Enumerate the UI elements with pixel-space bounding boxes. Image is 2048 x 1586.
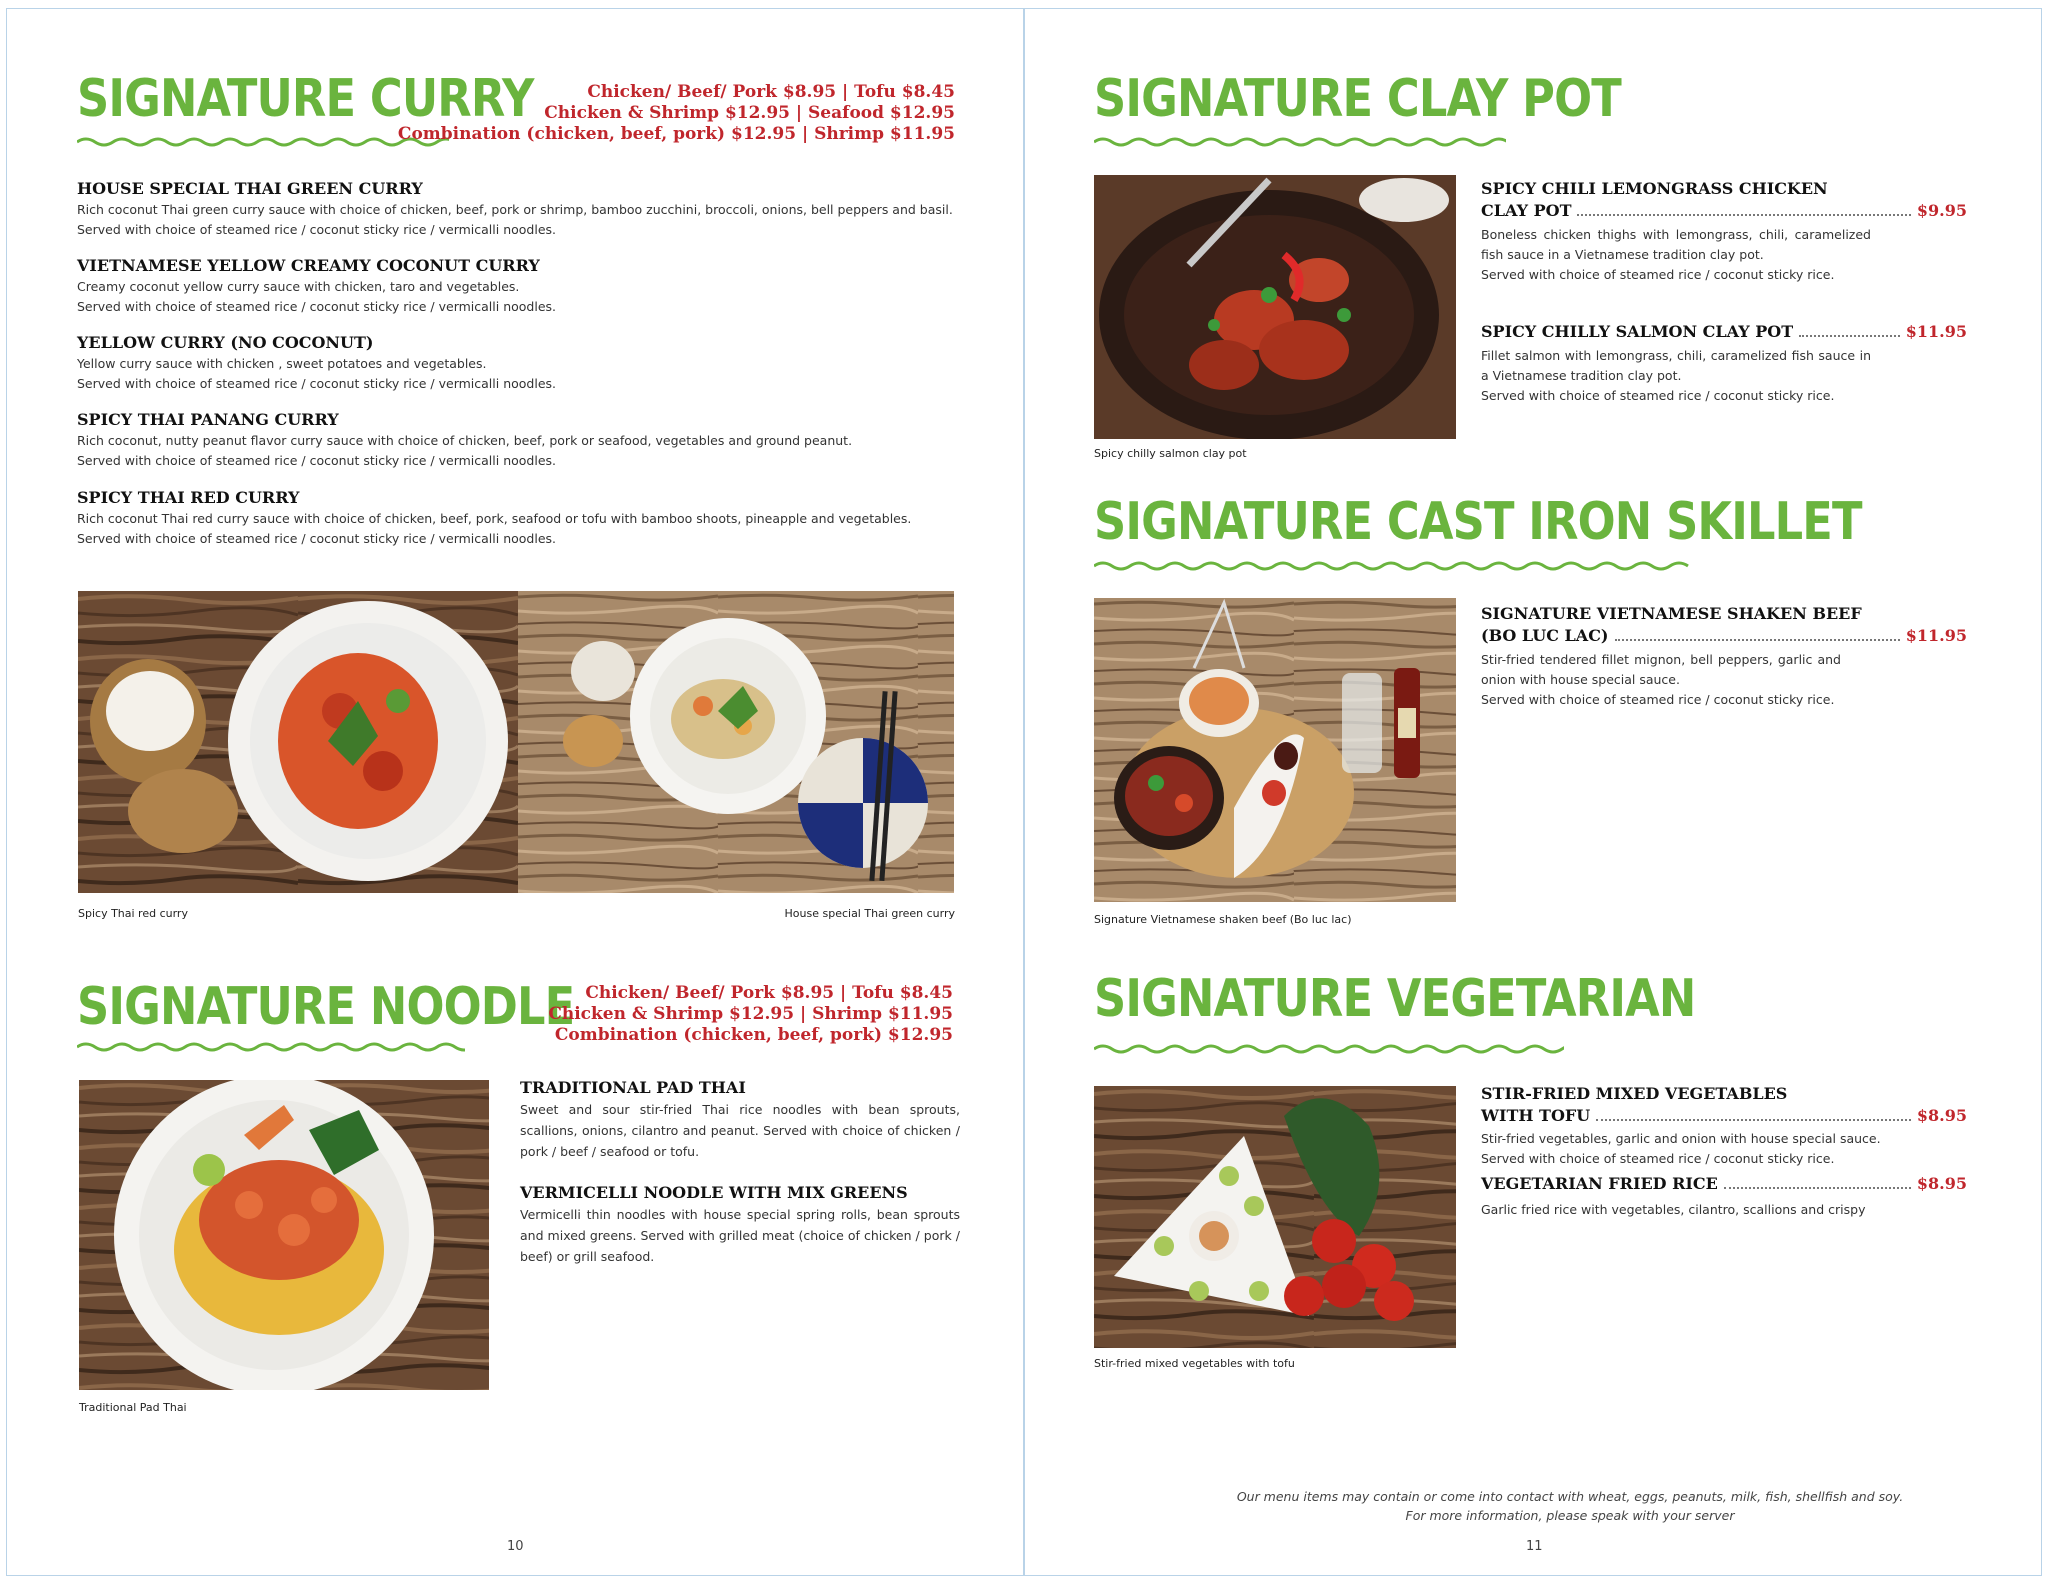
menu-item-desc: Rich coconut, nutty peanut flavor curry sauce with choice of chicken, beef, pork or seafood, vegetables and ground peanut. (77, 433, 853, 448)
leader-dots (1799, 334, 1900, 337)
menu-item-desc: Yellow curry sauce with chicken , sweet potatoes and vegetables. (77, 356, 487, 371)
photo-mixed-vegetables-tofu (1094, 1086, 1456, 1348)
menu-item-price: $8.95 (1916, 1174, 1967, 1193)
photo-caption: House special Thai green curry (784, 907, 955, 920)
menu-item-name: VERMICELLI NOODLE WITH MIX GREENS (520, 1183, 908, 1202)
left-page (6, 8, 1024, 1576)
menu-item-price: $11.95 (1905, 322, 1967, 341)
photo-caption: Signature Vietnamese shaken beef (Bo luc lac) (1094, 913, 1352, 926)
menu-item-desc: Boneless chicken thighs with lemongrass, chili, caramelized fish sauce in a Vietnamese tradition clay pot. (1481, 227, 1871, 262)
menu-item-desc: Stir-fried vegetables, garlic and onion with house special sauce. (1481, 1131, 1881, 1146)
menu-item-name: (BO LUC LAC) (1481, 626, 1609, 645)
allergen-notice-line: Our menu items may contain or come into contact with wheat, eggs, peanuts, milk, fish, shellfish and soy. (1236, 1489, 1904, 1504)
menu-item-name: SPICY THAI PANANG CURRY (77, 410, 339, 429)
menu-item-name: SPICY CHILLY SALMON CLAY POT (1481, 322, 1794, 341)
section-title-vegetarian: SIGNATURE VEGETARIAN (1094, 969, 1696, 1029)
curry-price-list (398, 82, 955, 145)
allergen-notice-line: For more information, please speak with your server (1405, 1508, 1735, 1523)
photo-shaken-beef (1094, 598, 1456, 902)
title-underline-curry (77, 135, 449, 149)
menu-item-name: CLAY POT (1481, 201, 1572, 220)
section-title-clay-pot: SIGNATURE CLAY POT (1094, 69, 1621, 129)
menu-item-desc: Vermicelli thin noodles with house special spring rolls, bean sprouts and mixed greens. Served with grilled meat (choice of chicken / pork / beef) or grill seafood. (520, 1207, 960, 1264)
noodle-price-list (548, 983, 953, 1046)
page-number: 11 (1526, 1539, 1543, 1554)
menu-item-served: Served with choice of steamed rice / coconut sticky rice. (1481, 267, 1835, 282)
title-underline-vegetarian (1094, 1042, 1564, 1056)
photo-caption: Stir-fried mixed vegetables with tofu (1094, 1357, 1295, 1370)
section-title-noodle: SIGNATURE NOODLE (77, 977, 575, 1037)
section-title-skillet: SIGNATURE CAST IRON SKILLET (1094, 492, 1862, 552)
menu-item-served: Served with choice of steamed rice / coconut sticky rice / vermicalli noodles. (77, 453, 556, 468)
leader-dots (1577, 213, 1910, 216)
menu-item-desc: Garlic fried rice with vegetables, cilantro, scallions and crispy (1481, 1202, 1866, 1217)
photo-caption: Spicy Thai red curry (78, 907, 188, 920)
menu-item-name: SIGNATURE VIETNAMESE SHAKEN BEEF (1481, 604, 1862, 623)
menu-item-price: $11.95 (1905, 626, 1967, 645)
menu-item-name: TRADITIONAL PAD THAI (520, 1078, 746, 1097)
menu-item-served: Served with choice of steamed rice / coconut sticky rice / vermicalli noodles. (77, 376, 556, 391)
page-number: 10 (507, 1539, 524, 1554)
noodle-price-line: Combination (chicken, beef, pork) $12.95 (554, 1025, 953, 1045)
menu-item-desc: Creamy coconut yellow curry sauce with chicken, taro and vegetables. (77, 279, 520, 294)
menu-item-price: $9.95 (1916, 201, 1967, 220)
section-title-curry: SIGNATURE CURRY (77, 69, 534, 129)
photo-caption: Traditional Pad Thai (79, 1401, 187, 1414)
menu-item-served: Served with choice of steamed rice / coconut sticky rice. (1481, 692, 1835, 707)
leader-dots (1615, 638, 1900, 641)
menu-item-name: WITH TOFU (1481, 1106, 1591, 1125)
menu-item-desc: Fillet salmon with lemongrass, chili, caramelized fish sauce in a Vietnamese tradition clay pot. (1481, 348, 1871, 383)
menu-item-name: STIR-FRIED MIXED VEGETABLES (1481, 1084, 1788, 1103)
title-underline-skillet (1094, 559, 1692, 573)
menu-item-name: YELLOW CURRY (NO COCONUT) (77, 333, 374, 352)
menu-item-price-row (1481, 626, 1967, 646)
leader-dots (1596, 1118, 1911, 1121)
menu-item-desc: Stir-fried tendered fillet mignon, bell peppers, garlic and onion with house special sauce. (1481, 652, 1841, 687)
menu-item-served: Served with choice of steamed rice / coconut sticky rice / vermicalli noodles. (77, 531, 556, 546)
menu-item-price-row (1481, 1106, 1967, 1126)
menu-item-desc: Rich coconut Thai green curry sauce with choice of chicken, beef, pork or shrimp, bamboo zucchini, broccoli, onions, bell peppers and basil. (77, 202, 953, 217)
title-underline-noodle (77, 1040, 465, 1054)
menu-item-name: SPICY CHILI LEMONGRASS CHICKEN (1481, 179, 1828, 198)
menu-item-name: VEGETARIAN FRIED RICE (1481, 1174, 1718, 1193)
allergen-notice (1125, 1487, 2015, 1525)
menu-item-desc: Rich coconut Thai red curry sauce with choice of chicken, beef, pork, seafood or tofu with bamboo shoots, pineapple and vegetables. (77, 511, 912, 526)
menu-item-served: Served with choice of steamed rice / coconut sticky rice. (1481, 1151, 1835, 1166)
curry-price-line: Chicken & Shrimp $12.95 | Seafood $12.95 (544, 103, 955, 123)
title-underline-clay-pot (1094, 135, 1506, 149)
curry-price-line: Combination (chicken, beef, pork) $12.95 | Shrimp $11.95 (397, 124, 955, 144)
menu-item-desc: Sweet and sour stir-fried Thai rice noodles with bean sprouts, scallions, onions, cilantro and peanut. Served with choice of chicken / pork / beef / seafood or tofu. (520, 1102, 960, 1159)
menu-item-price-row (1481, 1174, 1967, 1194)
photo-spicy-chilly-salmon-clay-pot (1094, 175, 1456, 439)
noodle-price-line: Chicken & Shrimp $12.95 | Shrimp $11.95 (548, 1004, 953, 1024)
menu-item-served: Served with choice of steamed rice / coconut sticky rice / vermicalli noodles. (77, 299, 556, 314)
photo-traditional-pad-thai (79, 1080, 489, 1390)
photo-spicy-thai-red-curry (78, 591, 518, 893)
menu-item-name: HOUSE SPECIAL THAI GREEN CURRY (77, 179, 423, 198)
right-page (1024, 8, 2042, 1576)
menu-item-served: Served with choice of steamed rice / coconut sticky rice / vermicalli noodles. (77, 222, 556, 237)
menu-item-served: Served with choice of steamed rice / coconut sticky rice. (1481, 388, 1835, 403)
menu-item-name: VIETNAMESE YELLOW CREAMY COCONUT CURRY (77, 256, 540, 275)
photo-house-special-thai-green-curry (518, 591, 954, 893)
photo-caption: Spicy chilly salmon clay pot (1094, 447, 1247, 460)
menu-item-name: SPICY THAI RED CURRY (77, 488, 300, 507)
leader-dots (1724, 1186, 1911, 1189)
menu-item-price: $8.95 (1916, 1106, 1967, 1125)
menu-item-price-row (1481, 322, 1967, 342)
menu-item-price-row (1481, 201, 1967, 221)
noodle-price-line: Chicken/ Beef/ Pork $8.95 | Tofu $8.45 (585, 983, 953, 1003)
curry-price-line: Chicken/ Beef/ Pork $8.95 | Tofu $8.45 (587, 82, 955, 102)
